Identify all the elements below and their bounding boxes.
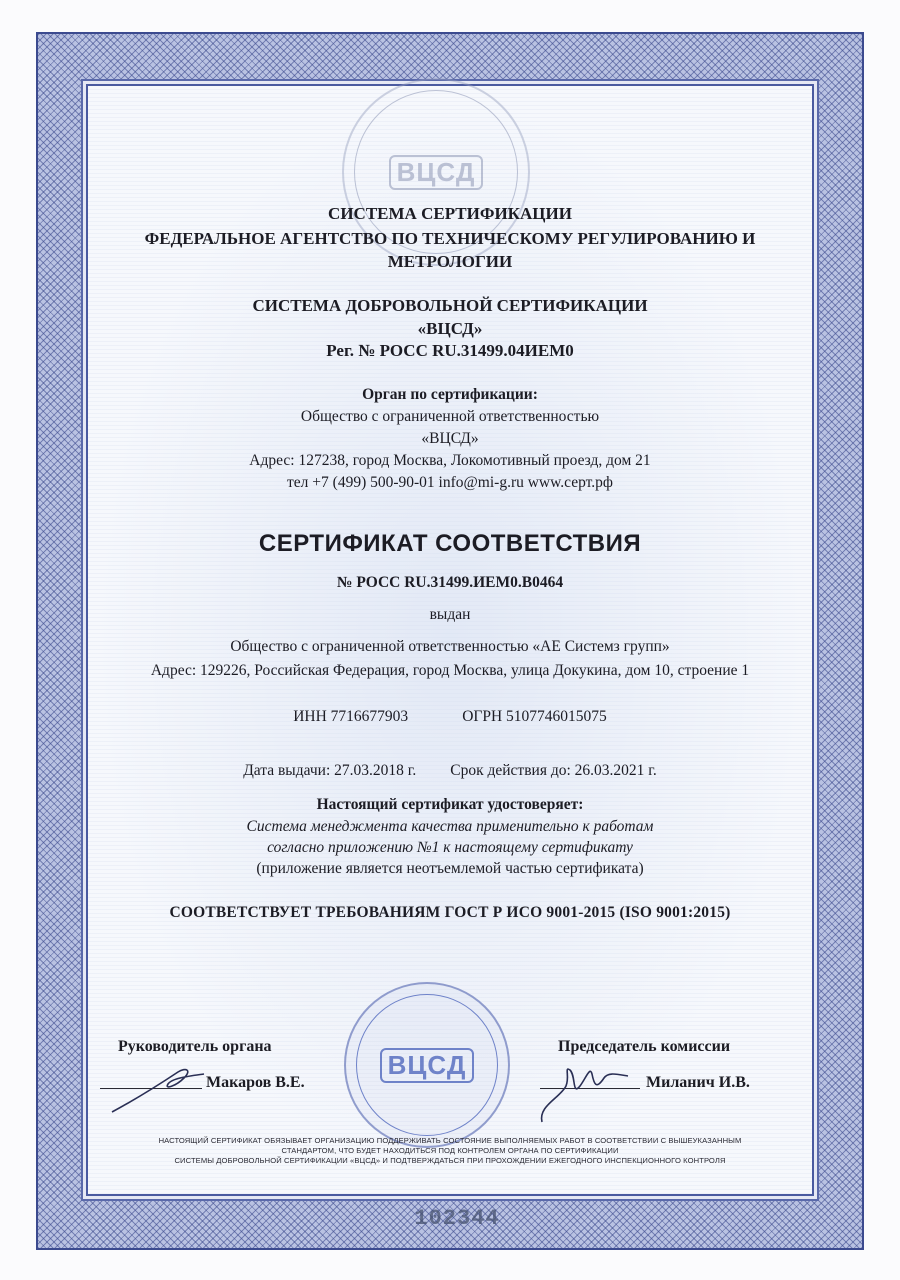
inn: ИНН 7716677903 [293, 708, 409, 725]
scope-note: (приложение является неотъемлемой частью сертификата) [256, 860, 644, 877]
holder-address: Адрес: 129226, Российская Федерация, город Москва, улица Докукина, дом 10, строение 1 [150, 662, 750, 679]
stamp-emblem: ВЦСД [380, 1048, 475, 1083]
certification-body-org-2: «ВЦСД» [421, 430, 479, 447]
seal-emblem: ВЦСД [389, 155, 484, 190]
certification-body-label: Орган по сертификации: [362, 386, 538, 403]
certification-body-contacts: тел +7 (499) 500-90-01 info@mi-g.ru www.серт.рф [287, 474, 613, 491]
footer-line-3: СИСТЕМЫ ДОБРОВОЛЬНОЙ СЕРТИФИКАЦИИ «ВЦСД» И ПОДТВЕРЖДАТЬСЯ ПРИ ПРОХОЖДЕНИИ ЕЖЕГОДНОГО ИНСПЕКЦИОННОГО КОНТРОЛЯ [174, 1156, 726, 1165]
scope-line-1: Система менеджмента качества применительно к работам [246, 818, 654, 835]
voluntary-system-title: СИСТЕМА ДОБРОВОЛЬНОЙ СЕРТИФИКАЦИИ [252, 296, 648, 315]
issued-label: выдан [429, 606, 471, 623]
holder-name: Общество с ограниченной ответственностью «АЕ Системз групп» [230, 638, 670, 655]
certifies-label: Настоящий сертификат удостоверяет: [316, 796, 584, 813]
right-signature-icon [536, 1056, 636, 1126]
scope-line-2: согласно приложению №1 к настоящему сертификату [267, 839, 633, 856]
agency-line-2: МЕТРОЛОГИИ [387, 252, 513, 271]
left-signature-icon [108, 1058, 218, 1118]
right-signatory-title: Председатель комиссии [558, 1038, 731, 1055]
issue-date: Дата выдачи: 27.03.2018 г. [243, 762, 417, 779]
ogrn: ОГРН 5107746015075 [462, 708, 607, 725]
agency-line-1: ФЕДЕРАЛЬНОЕ АГЕНТСТВО ПО ТЕХНИЧЕСКОМУ РЕГУЛИРОВАНИЮ И [144, 229, 756, 248]
certificate-number: № РОСС RU.31499.ИЕМ0.В0464 [336, 574, 564, 591]
valid-until: Срок действия до: 26.03.2021 г. [450, 762, 657, 779]
serial-number: 102344 [414, 1206, 500, 1231]
left-signatory-title: Руководитель органа [118, 1038, 272, 1055]
footer-line-1: НАСТОЯЩИЙ СЕРТИФИКАТ ОБЯЗЫВАЕТ ОРГАНИЗАЦИЮ ПОДДЕРЖИВАТЬ СОСТОЯНИЕ ВЫПОЛНЯЕМЫХ РАБОТ В СООТВЕТСТВИИ С ВЫШЕУКАЗАННЫМ [158, 1136, 742, 1145]
left-signatory-name: Макаров В.Е. [206, 1074, 305, 1091]
official-stamp [344, 982, 510, 1148]
footer-line-2: СТАНДАРТОМ, ЧТО БУДЕТ НАХОДИТЬСЯ ПОД КОНТРОЛЕМ ОРГАНА ПО СЕРТИФИКАЦИИ [281, 1146, 619, 1155]
system-name: «ВЦСД» [417, 319, 483, 338]
registration-ids [0, 708, 900, 726]
system-title: СИСТЕМА СЕРТИФИКАЦИИ [328, 204, 572, 223]
compliance-statement: СООТВЕТСТВУЕТ ТРЕБОВАНИЯМ ГОСТ Р ИСО 9001-2015 (ISO 9001:2015) [169, 904, 731, 921]
certification-body-address: Адрес: 127238, город Москва, Локомотивный проезд, дом 21 [249, 452, 651, 469]
certificate-title: СЕРТИФИКАТ СООТВЕТСТВИЯ [258, 530, 642, 557]
certification-body-org-1: Общество с ограниченной ответственностью [300, 408, 600, 425]
registration-number: Рег. № РОСС RU.31499.04ИЕМ0 [326, 341, 574, 360]
validity-dates [0, 762, 900, 780]
right-signatory-name: Миланич И.В. [646, 1074, 750, 1091]
